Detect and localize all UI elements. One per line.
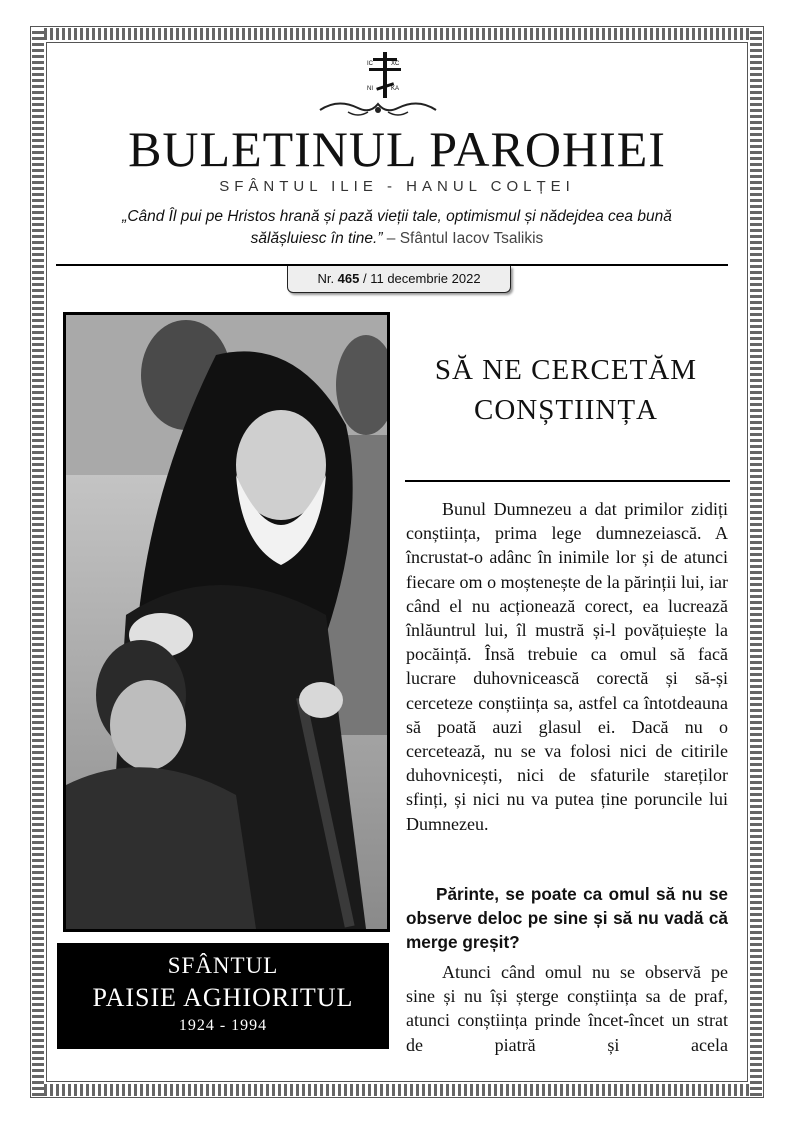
article-title-line2: CONȘTIINȚA — [474, 394, 658, 426]
article-question: Părinte, se poate ca omul să nu se observe deloc pe sine și să nu vadă că merge greșit? — [406, 884, 728, 952]
cross-letter-xc: XC — [391, 61, 400, 67]
quote-text: „Când Îl pui pe Hristos hrană și pază vieții tale, optimismul și nădejdea cea bună sălășluiesc în tine.” — [122, 208, 672, 247]
issue-badge — [287, 266, 511, 293]
caption-years: 1924 - 1994 — [178, 1017, 268, 1034]
parish-subtitle: SFÂNTUL ILIE - HANUL COLȚEI — [219, 178, 575, 195]
article-divider — [405, 480, 730, 482]
cross-letter-ic: IC — [367, 61, 373, 67]
issue-number: 465 — [337, 271, 360, 286]
bulletin-title: BULETINUL PAROHIEI — [128, 121, 666, 177]
caption-line2: PAISIE AGHIORITUL — [92, 983, 354, 1012]
quote-author: – Sfântul Iacov Tsalikis — [382, 230, 544, 247]
article-title-line1: SĂ NE CERCETĂM — [434, 354, 698, 386]
border-band-top — [32, 28, 762, 40]
article-paragraph-1: Bunul Dumnezeu a dat primilor zidiți conștiința, prima lege dumnezeiască. A încrustat-o adânc în inimile lor și de atunci fiecare om o moștenește de la părinții lui, iar când el nu acționează corect, ea lucrează înlăuntrul lui, îl mustră și-l povățuiește la pocăință. Însă trebuie ca omul să facă lucrare duhovnicească corectă și să-și cerceteze conștiința sa, astfel ca întotdeauna să poată auzi glasul ei. Dacă nu o cercetează, nu se va folosi nici de citirile duhovnicești, nici de sfaturile stareților sfinți, și nici nu va putea ține poruncile lui Dumnezeu. — [406, 499, 728, 834]
cross-letter-ka: KA — [391, 86, 400, 92]
saint-photo — [63, 312, 390, 932]
issue-date: / 11 decembrie 2022 — [359, 271, 481, 286]
article-paragraph-2: Atunci când omul nu se observă pe sine și nu își șterge conștiința sa de praf, atunci conștiința prinde încet-încet un strat de piatră și acela — [406, 962, 728, 1055]
caption-line1: SFÂNTUL — [167, 953, 279, 978]
border-band-bottom — [32, 1084, 762, 1096]
photo-caption — [57, 943, 389, 1049]
article-title — [405, 350, 727, 430]
issue-prefix: Nr. — [317, 271, 338, 286]
cross-letter-ni: NI — [367, 86, 373, 92]
header-quote — [0, 206, 794, 250]
ornament-flourish-icon — [318, 92, 438, 120]
